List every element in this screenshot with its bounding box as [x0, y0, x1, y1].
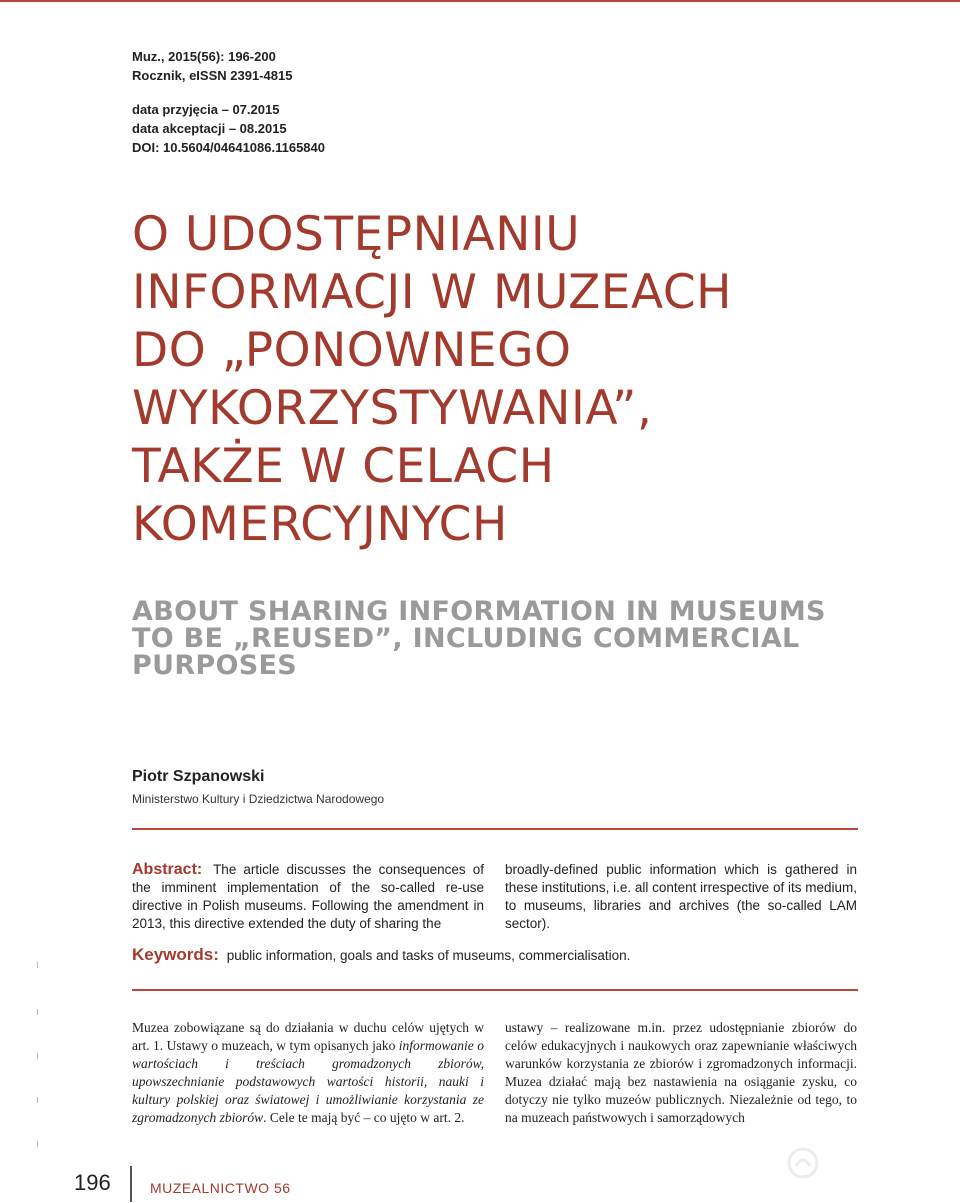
abstract-left-column	[132, 861, 484, 933]
body-left-quote: informowanie o wartościach i treściach gromadzonych zbiorów, upowszechnianie podstawowych wartości historii, nauki i kultury polskiej oraz światowej i umożliwianie korzystania ze zgromadzonych zbiorów	[132, 1038, 484, 1125]
author-affiliation: Ministerstwo Kultury i Dziedzictwa Narodowego	[132, 792, 385, 806]
journal-name: MUZEALNICTWO 56	[150, 1180, 291, 1196]
received-date: data przyjęcia – 07.2015	[132, 102, 280, 117]
abstract-text-right: broadly-defined public information which is gathered in these institutions, i.e. all content irrespective of its medium, to museums, libraries and archives (the so-called LAM sector).	[505, 862, 857, 931]
abstract-right-column	[505, 861, 857, 933]
keywords-label: Keywords:	[132, 945, 219, 964]
margin-mark	[37, 1141, 38, 1147]
body-left-column	[132, 1019, 484, 1127]
body-left-intro: Muzea zobowiązane są do działania w duchu celów ujętych w art. 1. Ustawy o muzeach, w tym opisanych jako	[132, 1020, 484, 1053]
title-line: TAKŻE W CELACH	[132, 439, 555, 494]
abstract-text-left: The article discusses the consequences of the imminent implementation of the so-called re-use directive in Polish museums. Following the amendment in 2013, this directive extended the duty of sharing the	[132, 862, 485, 931]
subtitle-line: ABOUT SHARING INFORMATION IN MUSEUMS	[132, 596, 826, 627]
body-right-column: ustawy – realizowane m.in. przez udostępnianie zbiorów do celów edukacyjnych i naukowych oraz zapewnianie właściwych warunków korzystania ze zbiorów i zgromadzonych informacji. Muzea działać mają bez nastawienia na osiąganie zysku, co dotyczy nie tylko muzeów publicznych. Niezależnie od tego, to na muzeach państwowych i samorządowych	[505, 1020, 857, 1125]
title-line: O UDOSTĘPNIANIU	[132, 207, 581, 262]
subtitle-line: PURPOSES	[132, 650, 297, 681]
margin-mark	[37, 1009, 38, 1015]
footer-divider	[130, 1166, 132, 1202]
doi: DOI: 10.5604/04641086.1165840	[132, 140, 326, 155]
top-rule	[0, 0, 960, 2]
citation-block	[132, 47, 292, 85]
subtitle-line: TO BE „REUSED”, INCLUDING COMMERCIAL	[132, 623, 800, 654]
annual-issn: Rocznik, eISSN 2391-4815	[132, 68, 293, 83]
abstract-bottom-rule	[132, 989, 858, 991]
author-name: Piotr Szpanowski	[132, 768, 265, 785]
title-line: WYKORZYSTYWANIA”,	[132, 381, 653, 436]
keywords	[132, 945, 630, 965]
title-line: INFORMACJI W MUZEACH	[132, 265, 732, 320]
page-number: 196	[74, 1170, 111, 1195]
watermark-icon	[786, 1146, 820, 1180]
body-left-outro: . Cele te mają być – co ujęto w art. 2.	[263, 1110, 465, 1125]
english-title	[132, 598, 892, 679]
title-line: KOMERCYJNYCH	[132, 497, 508, 552]
abstract-label: Abstract:	[132, 861, 203, 878]
accepted-date: data akceptacji – 08.2015	[132, 121, 287, 136]
title-line: DO „PONOWNEGO	[132, 323, 572, 378]
article-title	[132, 206, 912, 554]
margin-mark	[37, 962, 38, 968]
citation: Muz., 2015(56): 196-200	[132, 49, 276, 64]
margin-mark	[37, 1053, 38, 1059]
keywords-text: public information, goals and tasks of museums, commercialisation.	[226, 948, 631, 963]
abstract-top-rule	[132, 828, 858, 830]
dates-block	[132, 100, 325, 157]
margin-mark	[37, 1097, 38, 1103]
